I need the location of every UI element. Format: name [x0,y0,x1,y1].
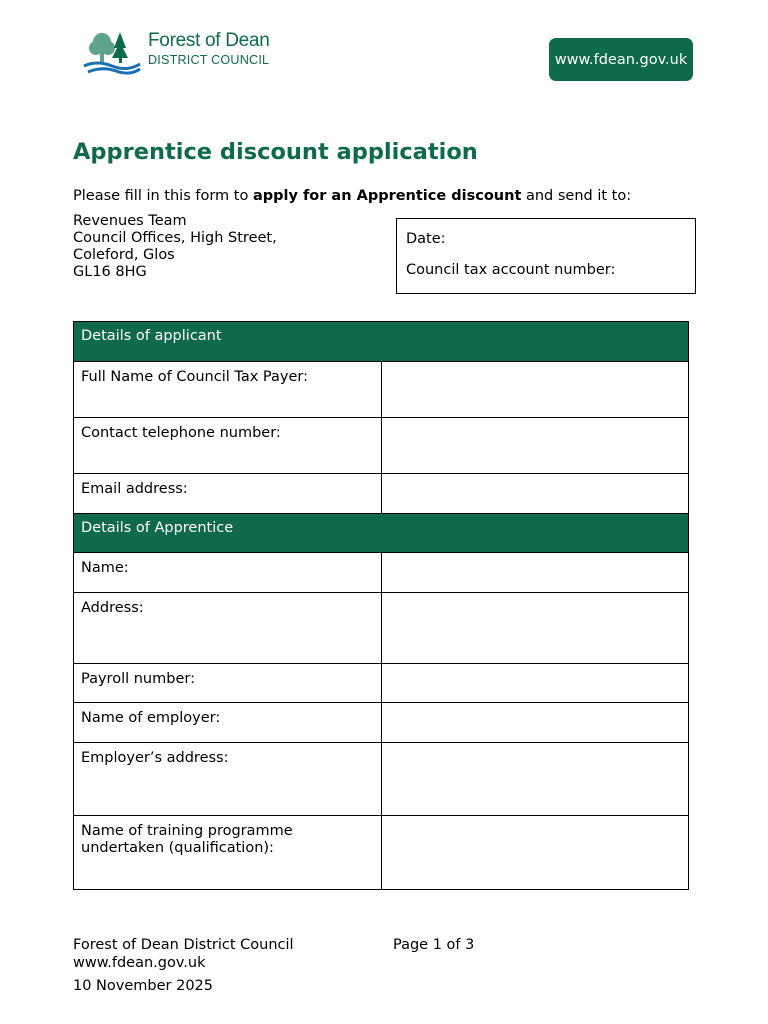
footer-website[interactable]: www.fdean.gov.uk [73,955,206,971]
account-number-label[interactable]: Council tax account number: [406,262,616,278]
form-row [74,743,689,816]
logo-line1: Forest of Dean [148,30,270,51]
form-row [74,593,689,664]
section-header [74,322,689,362]
section-title-apprentice: Details of Apprentice [81,520,234,536]
full-name-field[interactable] [381,362,689,418]
full-name-label: Full Name of Council Tax Payer: [81,369,308,385]
address-line: Coleford, Glos [73,247,175,263]
logo-line2: DISTRICT COUNCIL [148,53,270,67]
address-line: Council Offices, High Street, [73,230,277,246]
form-row [74,553,689,593]
address-line: Revenues Team [73,213,187,229]
employer-address-label: Employer’s address: [81,750,229,766]
footer-council: Forest of Dean District Council [73,937,294,953]
section-title-applicant: Details of applicant [81,328,222,344]
date-label[interactable]: Date: [406,231,446,247]
form-row [74,664,689,703]
payroll-field[interactable] [381,664,689,703]
return-address [73,213,277,281]
training-label: Name of training programme undertaken (qualification): [81,823,293,856]
employer-label: Name of employer: [81,710,221,726]
form-row [74,703,689,743]
apprentice-address-field[interactable] [381,593,689,664]
form-row [74,418,689,474]
address-line: GL16 8HG [73,264,147,280]
intro-bold: apply for an Apprentice discount [252,188,522,204]
employer-field[interactable] [381,703,689,743]
training-field[interactable] [381,816,689,890]
page-title: Apprentice discount application [73,139,478,165]
telephone-label: Contact telephone number: [81,425,281,441]
page-number: Page 1 of 3 [393,937,475,953]
form-row [74,816,689,890]
intro-before: Please fill in this form to [73,188,253,204]
tree-logo-icon [82,28,148,76]
application-form [73,321,689,890]
form-row [74,362,689,418]
intro-text [73,188,631,204]
telephone-field[interactable] [381,418,689,474]
form-row [74,474,689,514]
apprentice-name-field[interactable] [381,553,689,593]
intro-after: and send it to: [521,188,632,204]
section-header [74,514,689,553]
website-link-button[interactable]: www.fdean.gov.uk [549,38,693,81]
footer-date: 10 November 2025 [73,978,214,994]
office-use-box [396,218,696,294]
payroll-label: Payroll number: [81,671,195,687]
apprentice-name-label: Name: [81,560,129,576]
employer-address-field[interactable] [381,743,689,816]
logo-text [148,30,269,68]
apprentice-address-label: Address: [81,600,144,616]
email-label: Email address: [81,481,188,497]
email-field[interactable] [381,474,689,514]
